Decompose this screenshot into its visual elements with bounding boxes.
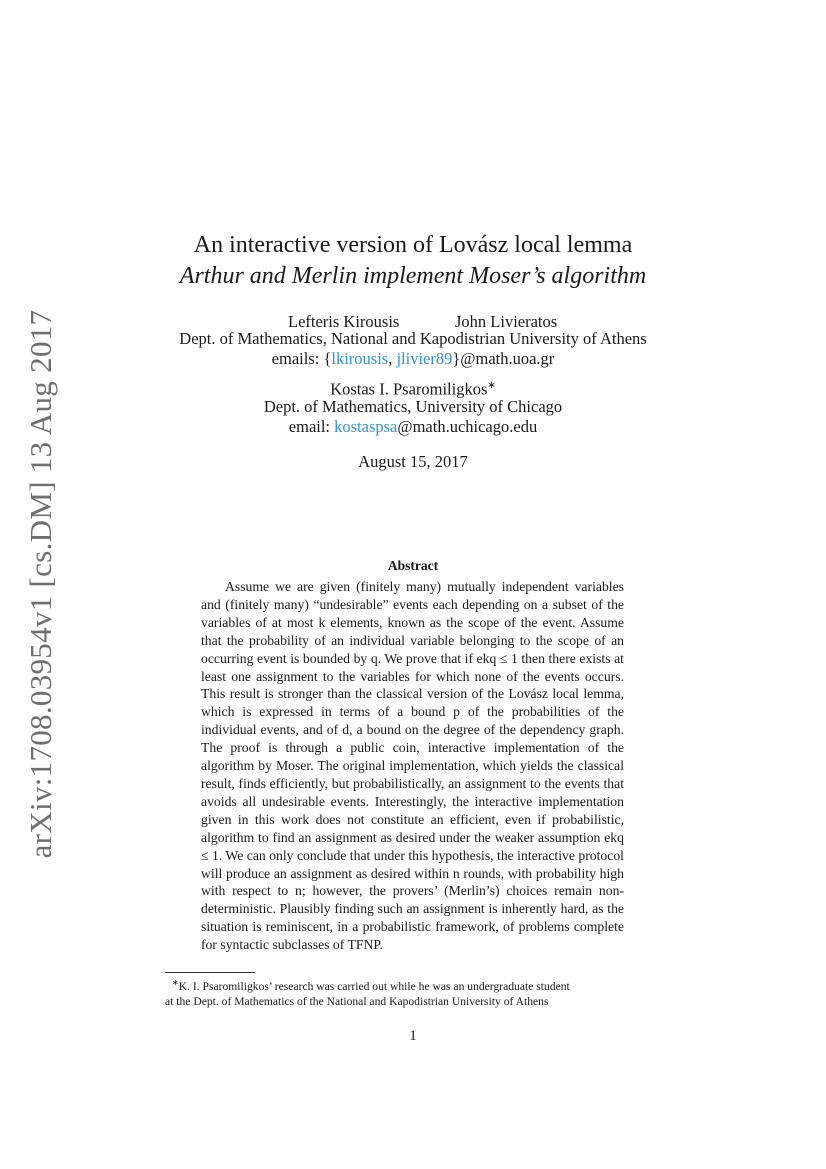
- paper-date: August 15, 2017: [358, 452, 468, 471]
- author-footnote-mark: ∗: [487, 380, 496, 391]
- affiliation-athens: Dept. of Mathematics, National and Kapodistrian University of Athens: [179, 329, 647, 348]
- footnote-line-1: [165, 975, 665, 994]
- paper-subtitle: Arthur and Merlin implement Moser’s algorithm: [179, 263, 647, 289]
- email-link-kostaspsa[interactable]: kostaspsa: [334, 417, 398, 436]
- author-psaromiligkos: Kostas I. Psaromiligkos: [330, 379, 488, 399]
- author-kirousis: Lefteris Kirousis: [288, 312, 400, 331]
- email-link-jlivier89[interactable]: jlivier89: [396, 349, 453, 368]
- footnote-rule: [165, 972, 255, 973]
- emails-suffix: }@math.uoa.gr: [452, 349, 555, 368]
- email-suffix: @math.uchicago.edu: [397, 417, 538, 436]
- footnote: [165, 975, 665, 1010]
- email-prefix: email:: [288, 417, 335, 436]
- emails-athens: [0, 348, 826, 370]
- paper-title: An interactive version of Lovász local lemma: [193, 232, 633, 258]
- footnote-text-1: K. I. Psaromiligkos’ research was carried out while he was an undergraduate student: [178, 979, 570, 993]
- page-number: 1: [409, 1028, 417, 1044]
- emails-prefix: emails: {: [271, 349, 332, 368]
- footnote-mark: ∗: [172, 978, 179, 987]
- arxiv-identifier: arXiv:1708.03954v1 [cs.DM] 13 Aug 2017: [23, 309, 58, 859]
- email-link-lkirousis[interactable]: lkirousis: [331, 349, 389, 368]
- abstract-heading: Abstract: [387, 558, 439, 573]
- abstract-body: Assume we are given (finitely many) mutually independent variables and (finitely many) “undesirable” events each depending on a subset of the variables of at most k elements, known as the scope of the event. Assume that the probability of an individual variable belonging to the scope of an occurring event is bounded by q. We prove that if ekq ≤ 1 then there exists at least one assignment to the variables for which none of the events occurs. This result is stronger than the classical version of the Lovász local lemma, which is expressed in terms of a bound p of the probabilities of the individual events, and of d, a bound on the degree of the dependency graph. The proof is through a public coin, interactive implementation of the algorithm by Moser. The original implementation, which yields the classical result, finds efficiently, but probabilistically, an assignment to the events that avoids all undesirable events. Interestingly, the interactive implementation given in this work does not constitute an efficient, even if probabilistic, algorithm to find an assignment as desired under the weaker assumption ekq ≤ 1. We can only conclude that under this hypothesis, the interactive protocol will produce an assignment as desired within n rounds, with probability high with respect to n; however, the provers’ (Merlin’s) choices remain non-deterministic. Plausibly finding such an assignment is inherently hard, as the situation is reminiscent, in a probabilistic framework, of problems complete for syntactic subclasses of TFNP.: [201, 579, 624, 953]
- affiliation-chicago: Dept. of Mathematics, University of Chicago: [263, 397, 563, 416]
- email-chicago: [0, 416, 826, 438]
- emails-separator: ,: [388, 349, 397, 368]
- footnote-line-2: at the Dept. of Mathematics of the National and Kapodistrian University of Athens: [165, 995, 549, 1009]
- author-livieratos: John Livieratos: [455, 312, 558, 331]
